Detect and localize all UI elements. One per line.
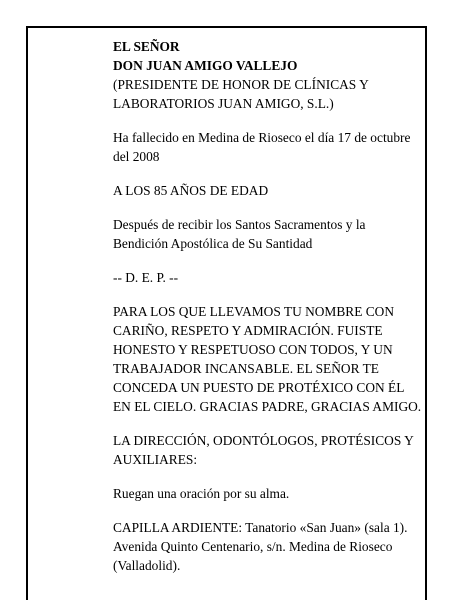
notice-header	[113, 37, 423, 113]
rip-line: -- D. E. P. --	[113, 270, 179, 285]
age-line: A LOS 85 AÑOS DE EDAD	[113, 183, 269, 198]
tribute-paragraph: PARA LOS QUE LLEVAMOS TU NOMBRE CON CARIÑO, RESPETO Y ADMIRACIÓN. FUISTE HONESTO Y RESPETUOSO CON TODOS, Y UN TRABAJADOR INCANSABLE. EL SEÑOR TE CONCEDA UN PUESTO DE PROTÉXICO CON ÉL EN EL CIELO. GRACIAS PADRE, GRACIAS AMIGO.	[113, 304, 422, 414]
obituary-notice	[113, 37, 423, 590]
deceased-role: (PRESIDENTE DE HONOR DE CLÍNICAS Y LABORATORIOS JUAN AMIGO, S.L.)	[113, 77, 369, 111]
chapel-details: CAPILLA ARDIENTE: Tanatorio «San Juan» (sala 1). Avenida Quinto Centenario, s/n. Medina de Rioseco (Valladolid).	[113, 520, 408, 573]
prayer-line: Ruegan una oración por su alma.	[113, 486, 290, 501]
staff-line: LA DIRECCIÓN, ODONTÓLOGOS, PROTÉSICOS Y AUXILIARES:	[113, 433, 414, 467]
deceased-name: DON JUAN AMIGO VALLEJO	[113, 58, 298, 73]
death-announcement: Ha fallecido en Medina de Rioseco el día 17 de octubre del 2008	[113, 130, 411, 164]
sacraments-line: Después de recibir los Santos Sacramentos y la Bendición Apostólica de Su Santidad	[113, 217, 366, 251]
title-line-1: EL SEÑOR	[113, 39, 180, 54]
